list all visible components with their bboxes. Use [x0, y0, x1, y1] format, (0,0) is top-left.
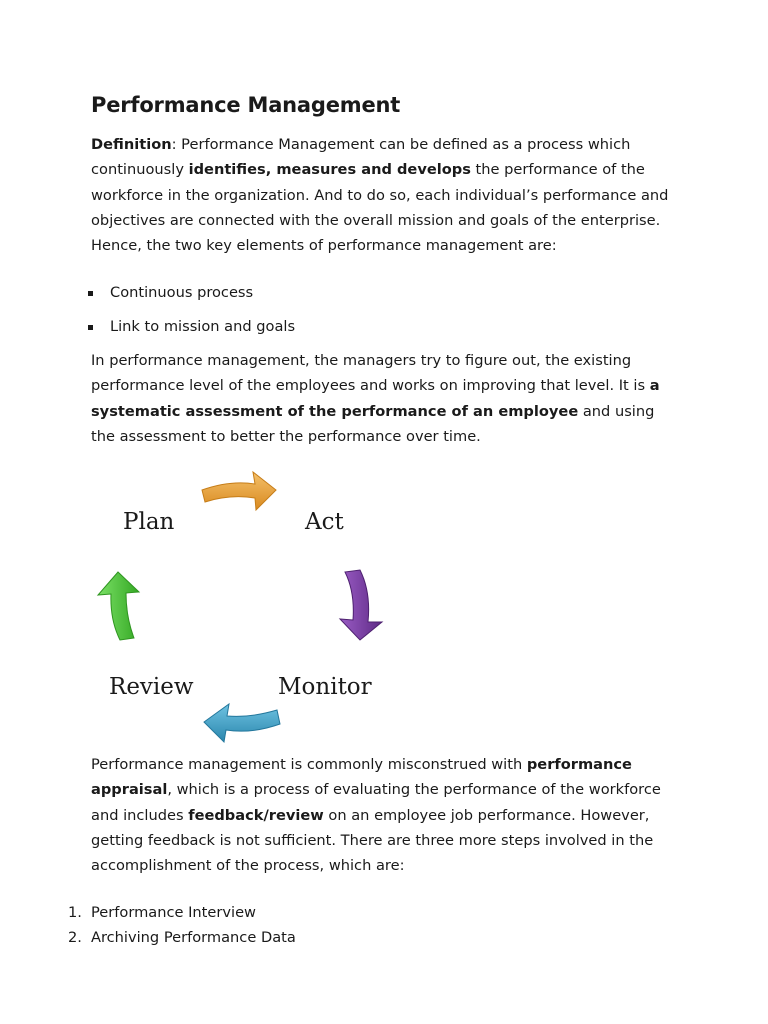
- assessment-bold-phrase: a systematic assessment of the performance of an employee: [91, 377, 660, 420]
- appraisal-paragraph: [91, 752, 681, 878]
- cycle-label-plan: Plan: [123, 509, 175, 535]
- cycle-label-monitor: Monitor: [278, 674, 372, 700]
- bullet-square-icon: [88, 291, 93, 296]
- definition-paragraph: [91, 132, 681, 258]
- list-item-text: Link to mission and goals: [110, 318, 296, 335]
- monitor-to-review-arrow-icon: [204, 704, 280, 742]
- definition-label: Definition: [91, 136, 172, 153]
- cycle-arrows: [90, 462, 400, 752]
- list-item-text: Archiving Performance Data: [91, 929, 296, 946]
- definition-text-2: the performance of the workforce in the organization. And to do so, each individual’s performance and objectives are connected with the overall mission and goals of the enterprise. Hence, the two key elements of performance management are:: [91, 161, 669, 255]
- definition-bold-phrase: identifies, measures and develops: [188, 161, 471, 179]
- cycle-label-review: Review: [109, 674, 194, 700]
- assessment-text-2: and using the assessment to better the performance over time.: [91, 402, 655, 445]
- definition-text-1: : Performance Management can be defined as a process which continuously: [91, 136, 631, 179]
- performance-cycle-diagram: [90, 462, 400, 752]
- plan-to-act-arrow-icon: [202, 472, 276, 510]
- list-item-number: 2.: [68, 929, 82, 946]
- appraisal-bold-phrase: performance appraisal: [91, 756, 632, 799]
- cycle-label-act: Act: [305, 509, 344, 535]
- appraisal-text-3: on an employee job performance. However, getting feedback is not sufficient. There are three more steps involved in the accomplishment of the process, which are:: [91, 806, 654, 875]
- appraisal-text-1: Performance management is commonly misconstrued with: [91, 756, 527, 773]
- review-to-plan-arrow-icon: [98, 572, 139, 640]
- page-title: Performance Management: [91, 93, 401, 117]
- bullet-square-icon: [88, 325, 93, 330]
- act-to-monitor-arrow-icon: [340, 570, 382, 640]
- assessment-text-1: In performance management, the managers try to figure out, the existing performance level of the employees and works on improving that level. It is: [91, 352, 650, 395]
- feedback-bold-phrase: feedback/review: [188, 806, 324, 824]
- list-item-number: 1.: [68, 904, 82, 921]
- list-item-text: Continuous process: [110, 284, 254, 301]
- assessment-paragraph: [91, 348, 681, 449]
- appraisal-text-2: , which is a process of evaluating the performance of the workforce and includes: [91, 781, 661, 824]
- list-item-text: Performance Interview: [91, 904, 256, 921]
